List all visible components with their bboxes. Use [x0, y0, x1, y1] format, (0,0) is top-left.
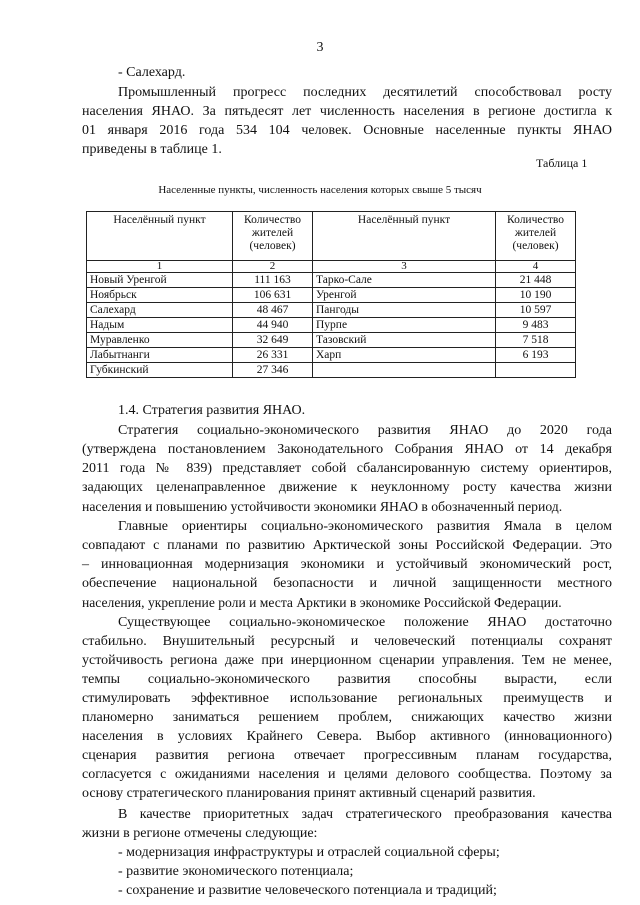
- table-label: Таблица 1: [536, 156, 588, 170]
- paragraph-line: задающих целенаправленное движение к неуклонному росту качества жизни: [82, 480, 612, 495]
- intro-paragraph-line: приведены в таблице 1.: [82, 142, 222, 157]
- table-cell: Муравленко: [87, 333, 233, 348]
- table-cell: 48 467: [233, 303, 313, 318]
- header-cell: Населённый пункт: [87, 212, 233, 261]
- intro-paragraph-line: 01 января 2016 года 534 104 человек. Основные населенные пункты ЯНАО: [82, 123, 612, 138]
- paragraph-line: обеспечение национальной безопасности и личной защищенности местного: [82, 576, 612, 591]
- paragraph-line: населения и повышению устойчивости экономики ЯНАО в обозначенный период.: [82, 499, 563, 514]
- table-row: [87, 288, 576, 303]
- paragraph-line: стабильно. Внушительный ресурсный и человеческий потенциалы сохранят: [82, 634, 612, 649]
- paragraph-line: населения в условиях Крайнего Севера. Выбор активного (инновационного): [82, 729, 612, 744]
- paragraph-line: – инновационная модернизация экономики и устойчивый экономический рост,: [82, 557, 612, 572]
- table-cell: Губкинский: [87, 363, 233, 378]
- table-cell: Тазовский: [313, 333, 496, 348]
- paragraph-line: В качестве приоритетных задач стратегического преобразования качества: [118, 807, 612, 822]
- intro-paragraph-line: Промышленный прогресс последних десятилетий способствовал росту: [118, 85, 612, 100]
- header-cell: Количество жителей (человек): [496, 212, 576, 261]
- column-number-cell: 1: [87, 261, 233, 273]
- paragraph-line: согласуется с ожиданиями населения и целями делового сообщества. Поэтому за: [82, 767, 612, 782]
- list-item: - сохранение и развитие человеческого потенциала и традиций;: [118, 883, 497, 898]
- table-cell: Харп: [313, 348, 496, 363]
- table-cell: [496, 363, 576, 378]
- table-row: [87, 333, 576, 348]
- table-column-number-row: [87, 261, 576, 273]
- paragraph-line: планомерно заниматься решением проблем, снижающих качество жизни: [82, 710, 612, 725]
- paragraph-line: (утверждена постановлением Законодательного Собрания ЯНАО от 14 декабря: [82, 442, 612, 457]
- table-cell: Надым: [87, 318, 233, 333]
- table-row: [87, 273, 576, 288]
- table-cell: 10 190: [496, 288, 576, 303]
- paragraph-line: Существующее социально-экономическое положение ЯНАО достаточно: [118, 615, 612, 630]
- section-heading: 1.4. Стратегия развития ЯНАО.: [118, 403, 306, 418]
- table-cell: 106 631: [233, 288, 313, 303]
- table-cell: 111 163: [233, 273, 313, 288]
- paragraph-line: Стратегия социально-экономического развития ЯНАО до 2020 года: [118, 423, 612, 438]
- table-cell: Тарко-Сале: [313, 273, 496, 288]
- column-number-cell: 3: [313, 261, 496, 273]
- table-cell: Салехард: [87, 303, 233, 318]
- list-item: - развитие экономического потенциала;: [118, 864, 354, 879]
- list-item: - модернизация инфраструктуры и отраслей социальной сферы;: [118, 845, 500, 860]
- paragraph-line: 2011 года № 839) представляет собой сбалансированную систему ориентиров,: [82, 461, 612, 476]
- table-cell: 7 518: [496, 333, 576, 348]
- paragraph-line: стимулировать эффективное использование региональных преимуществ и: [82, 691, 612, 706]
- header-cell: Количество жителей (человек): [233, 212, 313, 261]
- settlements-table: [86, 211, 576, 378]
- paragraph-line: населения, укрепление роли и места Арктики в экономике Российской Федерации.: [82, 595, 562, 610]
- table-cell: 26 331: [233, 348, 313, 363]
- table-cell: [313, 363, 496, 378]
- paragraph-line: устойчивость региона даже при инерционном сценарии управления. Тем не менее,: [82, 653, 612, 668]
- table-row: [87, 318, 576, 333]
- column-number-cell: 2: [233, 261, 313, 273]
- paragraph-line: основу стратегического планирования принят активный сценарий развития.: [82, 786, 536, 801]
- paragraph-line: жизни в регионе отмечены следующие:: [82, 826, 318, 841]
- paragraph-line: темпы социально-экономического развития способны вырасти, если: [82, 672, 612, 687]
- column-number-cell: 4: [496, 261, 576, 273]
- table-cell: Пангоды: [313, 303, 496, 318]
- table-header-row: [87, 212, 576, 261]
- table-cell: 44 940: [233, 318, 313, 333]
- table-cell: Лабытнанги: [87, 348, 233, 363]
- table-cell: 27 346: [233, 363, 313, 378]
- table-caption: Населенные пункты, численность населения которых свыше 5 тысяч: [158, 184, 482, 196]
- paragraph-line: сценария развития региона отвечает прогрессивным планам государства,: [82, 748, 612, 763]
- table-cell: 9 483: [496, 318, 576, 333]
- table-cell: 21 448: [496, 273, 576, 288]
- table-row: [87, 348, 576, 363]
- intro-paragraph-line: населения ЯНАО. За пятьдесят лет численность населения в регионе достигла к: [82, 104, 612, 119]
- table-cell: 10 597: [496, 303, 576, 318]
- table-cell: Пурпе: [313, 318, 496, 333]
- table-cell: Новый Уренгой: [87, 273, 233, 288]
- table-row: [87, 303, 576, 318]
- paragraph-line: Главные ориентиры социально-экономического развития Ямала в целом: [118, 519, 612, 534]
- paragraph-line: совпадают с планами по развитию Арктической зоны Российской Федерации. Это: [82, 538, 612, 553]
- intro-line: - Салехард.: [118, 65, 186, 80]
- table-cell: 32 649: [233, 333, 313, 348]
- table-cell: Уренгой: [313, 288, 496, 303]
- table-cell: 6 193: [496, 348, 576, 363]
- table-row: [87, 363, 576, 378]
- table-cell: Ноябрьск: [87, 288, 233, 303]
- page-number: 3: [316, 40, 324, 55]
- header-cell: Населённый пункт: [313, 212, 496, 261]
